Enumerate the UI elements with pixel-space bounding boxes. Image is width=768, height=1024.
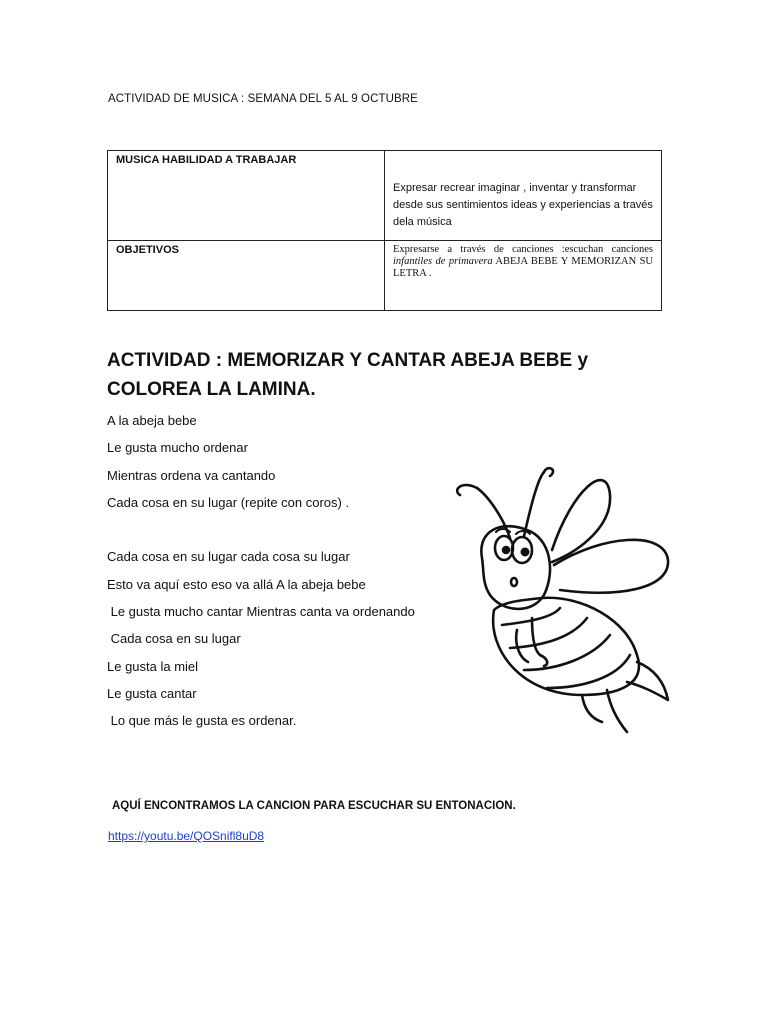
lyric-line: Cada cosa en su lugar cada cosa su lugar [107, 549, 350, 565]
song-link[interactable]: https://youtu.be/QOSnifl8uD8 [108, 829, 265, 843]
lyric-line: Le gusta mucho cantar Mientras canta va ordenando [107, 604, 415, 620]
bee-antenna-right-tip [544, 468, 553, 476]
lyric-line: A la abeja bebe [107, 413, 197, 428]
lyric-line: Le gusta mucho ordenar [107, 440, 248, 456]
table-row [108, 151, 662, 241]
objetivos-label: OBJETIVOS [108, 241, 385, 311]
lyric-line: Le gusta cantar [107, 685, 197, 701]
lyric-line: Lo que más le gusta es ordenar. [107, 713, 297, 729]
table-row [108, 241, 662, 311]
lyric-line [107, 520, 415, 547]
activity-title: ACTIVIDAD : MEMORIZAR Y CANTAR ABEJA BEBE y COLOREA LA LAMINA. [107, 350, 589, 400]
info-table [107, 150, 662, 311]
lyric-line: Esto va aquí esto eso va allá A la abeja bebe [107, 576, 366, 592]
bee-wing-front [554, 540, 668, 593]
bee-leg [607, 690, 627, 732]
objetivos-text-b: ABEJA BEBE Y MEMORIZAN SU LETRA . [393, 256, 653, 279]
bee-leg [582, 695, 602, 722]
bee-antenna-left-tip [457, 485, 477, 495]
page-header: ACTIVIDAD DE MUSICA : SEMANA DEL 5 AL 9 OCTUBRE [108, 93, 418, 105]
lyric-line: Le gusta la miel [107, 658, 199, 674]
song-lyrics [107, 411, 415, 739]
habilidad-cell [385, 151, 662, 241]
lyric-line: Mientras ordena va cantando [107, 467, 276, 483]
objetivos-text [393, 244, 653, 280]
objetivos-text-a: Expresarse a través de canciones :escuchan canciones [393, 244, 653, 255]
listen-note: AQUÍ ENCONTRAMOS LA CANCION PARA ESCUCHAR SU ENTONACION. [112, 800, 516, 812]
lyric-line: Cada cosa en su lugar [107, 631, 241, 647]
habilidad-label: MUSICA HABILIDAD A TRABAJAR [108, 151, 385, 241]
objetivos-text-italic: infantiles de primavera [393, 256, 493, 267]
objetivos-cell [385, 241, 662, 311]
bee-mouth [511, 578, 517, 586]
bee-antenna-right [524, 472, 544, 536]
bee-wing-back [552, 480, 610, 562]
bee-arm-left [532, 618, 540, 655]
lyric-line: Cada cosa en su lugar (repite con coros) . [107, 494, 350, 510]
habilidad-text: Expresar recrear imaginar , inventar y transformar desde sus sentimientos ideas y experiencias a través dela música [393, 182, 653, 228]
bee-illustration [432, 450, 694, 740]
